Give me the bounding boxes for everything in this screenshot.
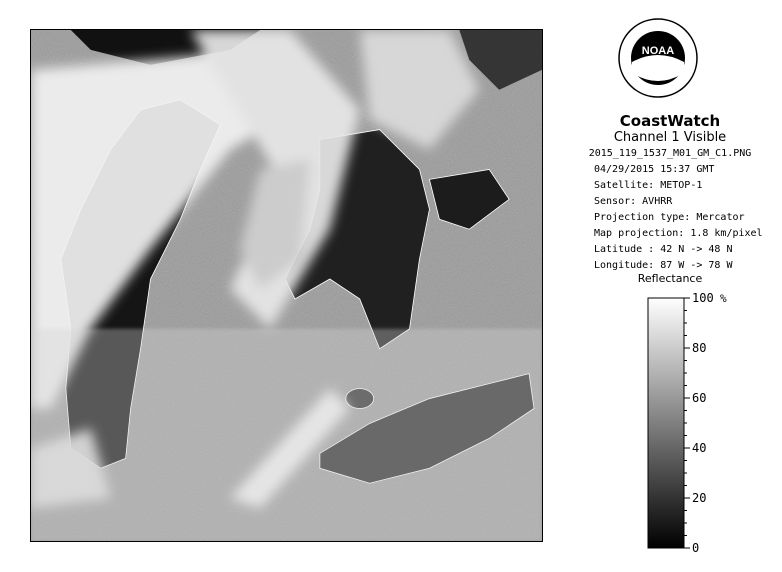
satellite-image [30,29,543,542]
colorbar-tick-label: 80 [692,341,707,355]
filename: 2015_119_1537_M01_GM_C1.PNG [588,148,752,159]
colorbar-tick-label: 20 [692,491,707,505]
logo-center-text: NOAA [641,45,675,57]
projection-type: Projection type: Mercator [594,212,745,223]
brand-title: CoastWatch [619,112,721,130]
colorbar-gradient [648,298,684,548]
colorbar-title: Reflectance [637,272,703,285]
datetime: 04/29/2015 15:37 GMT [594,164,715,175]
colorbar-tick-label: 60 [692,391,707,405]
satellite: Satellite: METOP-1 [594,180,703,191]
noaa-logo [618,18,698,98]
colorbar-tick-label: 0 [692,541,700,554]
latitude: Latitude : 42 N -> 48 N [594,244,733,255]
map-projection: Map projection: 1.8 km/pixel [594,228,763,239]
colorbar [640,292,760,554]
colorbar-unit: % [720,292,727,305]
longitude: Longitude: 87 W -> 78 W [594,260,733,271]
channel-label: Channel 1 Visible [613,130,727,145]
sensor: Sensor: AVHRR [594,196,673,207]
colorbar-tick-label: 40 [692,441,707,455]
colorbar-tick-label: 100 [692,292,714,305]
